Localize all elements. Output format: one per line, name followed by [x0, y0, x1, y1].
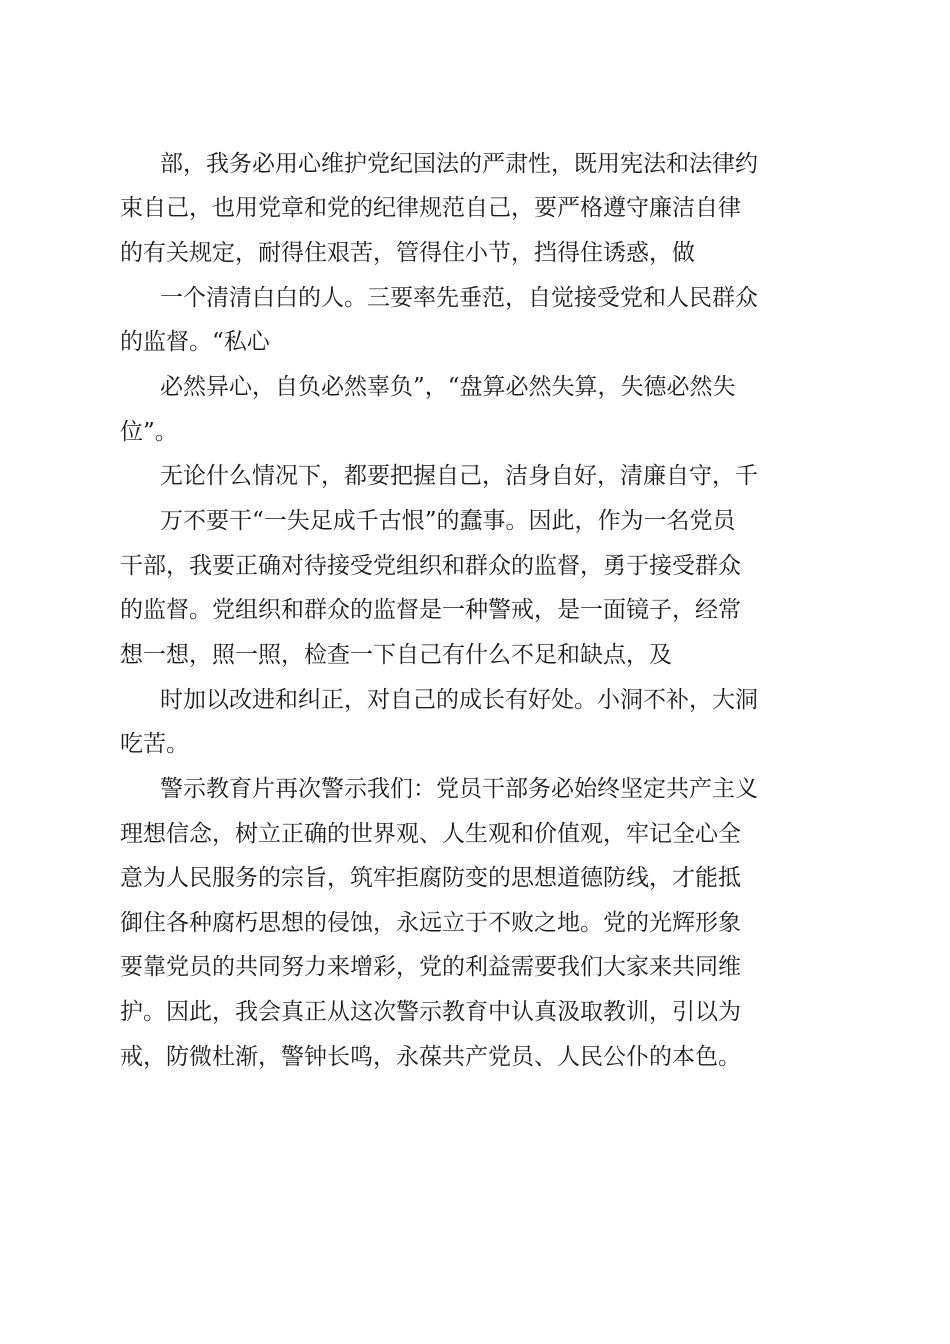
text-line: 想一想，照一照，检查一下自己有什么不足和缺点，及: [120, 642, 672, 668]
text-line: 干部，我要正确对待接受党组织和群众的监督，勇于接受群众: [120, 553, 741, 579]
text-line: 吃苦。: [120, 731, 189, 757]
text-line: 必然异心，自负必然辜负”，“盘算必然失算，失德必然失: [160, 374, 736, 400]
text-line: 的监督。党组织和群众的监督是一种警戒，是一面镜子，经常: [120, 597, 741, 623]
text-line: 位”。: [120, 419, 178, 445]
text-line: 一个清清白白的人。三要率先垂范，自觉接受党和人民群众: [160, 285, 758, 311]
text-line: 时加以改进和纠正，对自己的成长有好处。小洞不补，大洞: [160, 687, 758, 713]
text-line: 无论什么情况下，都要把握自己，洁身自好，清廉自守，千: [160, 463, 758, 489]
text-line: 御住各种腐朽思想的侵蚀，永远立于不败之地。党的光辉形象: [120, 910, 741, 936]
text-line: 护。因此，我会真正从这次警示教育中认真汲取教训，引以为: [120, 999, 741, 1025]
text-line: 戒，防微杜渐，警钟长鸣，永葆共产党员、人民公仆的本色。: [120, 1044, 741, 1070]
text-line: 万不要干“一失足成千古恨”的蠢事。因此，作为一名党员: [160, 508, 736, 534]
text-line: 警示教育片再次警示我们：党员干部务必始终坚定共产主义: [160, 776, 758, 802]
text-line: 束自己，也用党章和党的纪律规范自己，要严格遵守廉洁自律: [120, 195, 741, 221]
text-line: 的有关规定，耐得住艰苦，管得住小节，挡得住诱惑，做: [120, 240, 695, 266]
text-line: 部，我务必用心维护党纪国法的严肃性，既用宪法和法律约: [160, 151, 758, 177]
text-line: 要靠党员的共同努力来增彩，党的利益需要我们大家来共同维: [120, 954, 741, 980]
text-line: 理想信念，树立正确的世界观、人生观和价值观，牢记全心全: [120, 821, 741, 847]
text-line: 意为人民服务的宗旨，筑牢拒腐防变的思想道德防线，才能抵: [120, 865, 741, 891]
text-line: 的监督。“私心: [120, 329, 270, 355]
